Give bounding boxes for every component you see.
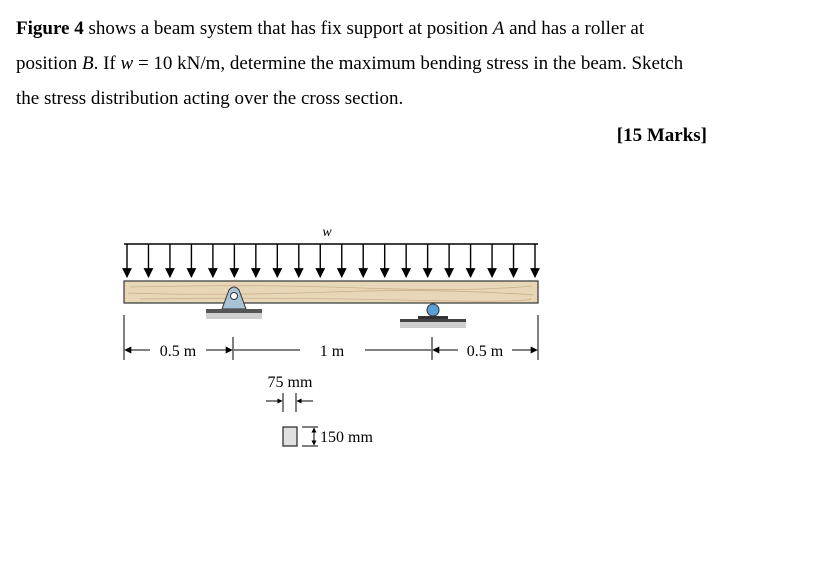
section-height-label: 150 mm (320, 429, 373, 446)
question-text-1a: shows a beam system that has fix support at position (83, 18, 493, 39)
marks-label: [15 Marks] (616, 125, 707, 146)
question-text-2a: position (16, 53, 82, 74)
dim-mid-label: 1 m (319, 343, 345, 360)
load-label: w (322, 225, 332, 240)
beam (124, 281, 538, 303)
position-b-label: B (81, 53, 94, 74)
section-width-label: 75 mm (267, 374, 313, 391)
dim-left-label: 0.5 m (159, 343, 197, 360)
load-variable: w (120, 53, 134, 74)
cross-section-rectangle (283, 427, 297, 446)
question-text-1b: and has a roller at (504, 18, 645, 39)
question-text-2c: = 10 kN/m, determine the maximum bending stress in the beam. Sketch (133, 53, 684, 74)
section-width-dimension (266, 393, 313, 412)
roller-support-b (400, 304, 466, 328)
question-text-3: the stress distribution acting over the cross section. (16, 88, 404, 109)
figure-reference: Figure 4 (16, 18, 84, 39)
question-text-2b: . If (93, 53, 121, 74)
load-arrows (127, 244, 535, 277)
dim-right-label: 0.5 m (466, 343, 504, 360)
position-a-label: A (492, 18, 505, 39)
section-height-dimension (302, 427, 318, 446)
